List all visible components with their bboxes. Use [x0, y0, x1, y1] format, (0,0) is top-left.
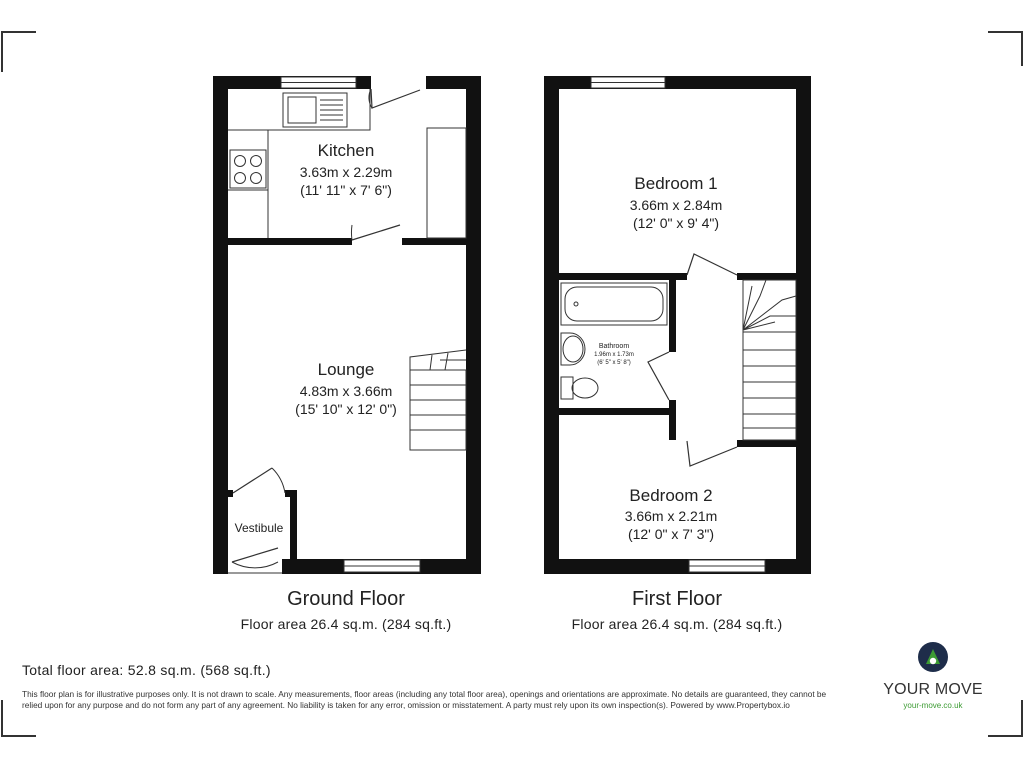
disclaimer-text: This floor plan is for illustrative purposes only. It is not drawn to scale. Any measurements, floor areas (including any total floor area), openings and orientations are approximate. No details are guaranteed, they cannot be relied upon for any purpose and do not form any part of any agreement. No liability is taken for any error, omission or misstatement. A party must rely upon its own inspection(s). Powered by www.Propertybox.io: [22, 689, 827, 710]
bedroom1-door: [687, 254, 737, 275]
first-floor-area: Floor area 26.4 sq.m. (284 sq.ft.): [571, 616, 783, 632]
brand-name: YOUR MOVE: [883, 681, 983, 698]
bathroom-metric: 1.96m x 1.73m: [594, 352, 634, 358]
kitchen-name: Kitchen: [317, 141, 375, 160]
lounge-name: Lounge: [317, 360, 375, 379]
bedroom1-name: Bedroom 1: [634, 174, 718, 193]
first-wall-bottom: [544, 559, 811, 574]
lounge-metric: 4.83m x 3.66m: [299, 383, 393, 399]
bedroom1-imperial: (12' 0" x 9' 4"): [632, 215, 720, 231]
bedroom2-door: [687, 441, 737, 466]
your-move-logo-icon: [916, 640, 950, 674]
brand-url[interactable]: your-move.co.uk: [903, 701, 963, 710]
first-wall-right: [796, 76, 811, 574]
bathroom-wall: [669, 280, 676, 352]
hob-icon: [230, 150, 266, 188]
bedroom1-wall: [559, 273, 687, 280]
toilet-icon: [561, 377, 598, 399]
vestibule-inner-door: [233, 468, 272, 493]
vestibule-wall: [228, 490, 233, 497]
lounge-stairs: [410, 350, 466, 450]
bedroom2-name: Bedroom 2: [629, 486, 713, 505]
basin-icon: [561, 333, 585, 365]
kitchen-door: [352, 225, 400, 240]
crop-marks: [2, 32, 1022, 736]
bath-icon: [561, 283, 667, 325]
brand-logo: [870, 640, 996, 710]
first-wall-left: [544, 76, 559, 574]
vestibule-name: Vestibule: [234, 521, 284, 535]
kitchen-back-door: [371, 89, 420, 108]
lounge-imperial: (15' 10" x 12' 0"): [295, 401, 397, 417]
ground-floor-title: Ground Floor: [287, 588, 405, 610]
kitchen-lounge-wall: [228, 238, 352, 245]
kitchen-cupboard: [427, 128, 466, 238]
bedroom1-metric: 3.66m x 2.84m: [629, 197, 723, 213]
ground-wall-left: [213, 76, 228, 574]
bedroom2-metric: 3.66m x 2.21m: [624, 508, 718, 524]
bedroom2-imperial: (12' 0" x 7' 3"): [627, 526, 715, 542]
total-floor-area: Total floor area: 52.8 sq.m. (568 sq.ft.): [22, 662, 271, 678]
bathroom-name: Bathroom: [598, 343, 630, 350]
ground-floor-area: Floor area 26.4 sq.m. (284 sq.ft.): [240, 616, 452, 632]
bathroom-imperial: (6' 5" x 5' 8"): [597, 360, 631, 366]
ground-wall-right: [466, 76, 481, 574]
sink-icon: [283, 93, 347, 127]
first-floor-stairs: [743, 280, 796, 440]
kitchen-metric: 3.63m x 2.29m: [299, 164, 393, 180]
bathroom-door: [648, 352, 669, 400]
kitchen-imperial: (11' 11" x 7' 6"): [300, 182, 392, 198]
first-floor-title: First Floor: [632, 588, 722, 610]
first-wall-top: [544, 76, 811, 89]
